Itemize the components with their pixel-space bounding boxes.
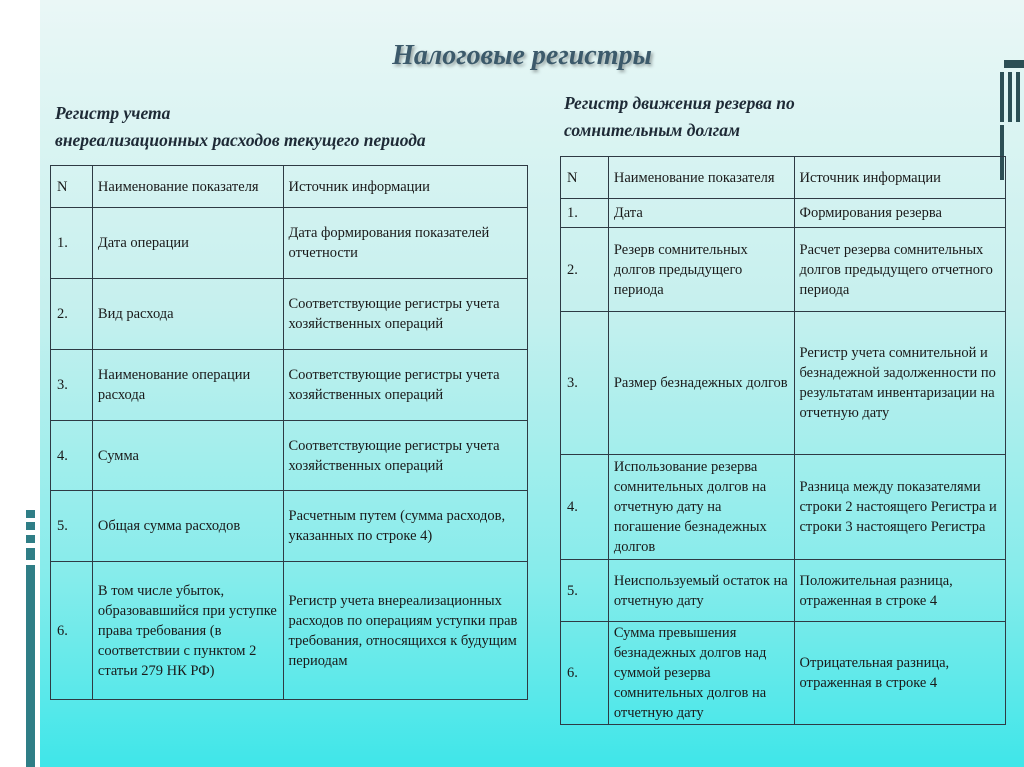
row-number: 3.	[51, 350, 93, 421]
table-row	[51, 562, 528, 700]
row-source: Расчетным путем (сумма расходов, указанных по строке 4)	[283, 491, 527, 562]
header-cell: N	[561, 157, 609, 199]
right-register-table	[560, 156, 1006, 725]
row-name: Сумма превышения безнадежных долгов над суммой резерва сомнительных долгов на отчетную дату	[608, 622, 794, 725]
row-source: Формирования резерва	[794, 199, 1006, 228]
row-name: Сумма	[92, 421, 283, 491]
table-row	[561, 622, 1006, 725]
left-subtitle-line2: внереализационных расходов текущего периода	[55, 130, 426, 150]
left-subtitle	[55, 100, 426, 154]
row-number: 3.	[561, 312, 609, 455]
table-row	[561, 199, 1006, 228]
header-cell: Наименование показателя	[608, 157, 794, 199]
row-source: Соответствующие регистры учета хозяйственных операций	[283, 421, 527, 491]
table-row	[51, 350, 528, 421]
row-number: 5.	[561, 560, 609, 622]
table-row	[561, 228, 1006, 312]
row-name: В том числе убыток, образовавшийся при уступке права требования (в соответствии с пунктом 2 статьи 279 НК РФ)	[92, 562, 283, 700]
table-row	[561, 455, 1006, 560]
row-number: 6.	[51, 562, 93, 700]
row-name: Вид расхода	[92, 279, 283, 350]
row-name: Общая сумма расходов	[92, 491, 283, 562]
right-subtitle-line2: сомнительным долгам	[564, 120, 740, 140]
right-subtitle	[564, 90, 795, 144]
table-row	[51, 208, 528, 279]
decor-bar	[26, 522, 35, 530]
table-header-row	[561, 157, 1006, 199]
decor-bar	[26, 565, 35, 767]
row-number: 1.	[561, 199, 609, 228]
row-source: Соответствующие регистры учета хозяйственных операций	[283, 279, 527, 350]
left-subtitle-line1: Регистр учета	[55, 103, 171, 123]
row-name: Неиспользуемый остаток на отчетную дату	[608, 560, 794, 622]
table-header-row	[51, 166, 528, 208]
row-name: Размер безнадежных долгов	[608, 312, 794, 455]
row-name: Дата операции	[92, 208, 283, 279]
page-title: Налоговые регистры	[392, 40, 652, 71]
decor-bar	[26, 548, 35, 560]
row-source: Регистр учета сомнительной и безнадежной задолженности по результатам инвентаризации на отчетную дату	[794, 312, 1006, 455]
decor-bar	[26, 535, 35, 543]
row-number: 2.	[51, 279, 93, 350]
table-row	[51, 491, 528, 562]
right-subtitle-line1: Регистр движения резерва по	[564, 93, 795, 113]
row-number: 4.	[51, 421, 93, 491]
row-name: Использование резерва сомнительных долгов на отчетную дату на погашение безнадежных долгов	[608, 455, 794, 560]
row-number: 6.	[561, 622, 609, 725]
row-source: Расчет резерва сомнительных долгов предыдущего отчетного периода	[794, 228, 1006, 312]
row-number: 1.	[51, 208, 93, 279]
row-source: Дата формирования показателей отчетности	[283, 208, 527, 279]
header-cell: N	[51, 166, 93, 208]
row-name: Наименование операции расхода	[92, 350, 283, 421]
row-source: Соответствующие регистры учета хозяйственных операций	[283, 350, 527, 421]
table-row	[51, 421, 528, 491]
header-cell: Наименование показателя	[92, 166, 283, 208]
row-source: Регистр учета внереализационных расходов по операциям уступки прав требования, относящихся к будущим периодам	[283, 562, 527, 700]
table-row	[51, 279, 528, 350]
decor-bar	[26, 510, 35, 518]
table-row	[561, 312, 1006, 455]
header-cell: Источник информации	[794, 157, 1006, 199]
row-source: Разница между показателями строки 2 настоящего Регистра и строки 3 настоящего Регистра	[794, 455, 1006, 560]
row-name: Дата	[608, 199, 794, 228]
header-cell: Источник информации	[283, 166, 527, 208]
row-source: Положительная разница, отраженная в строке 4	[794, 560, 1006, 622]
row-name: Резерв сомнительных долгов предыдущего периода	[608, 228, 794, 312]
row-number: 4.	[561, 455, 609, 560]
left-register-table	[50, 165, 528, 700]
row-number: 2.	[561, 228, 609, 312]
table-row	[561, 560, 1006, 622]
row-source: Отрицательная разница, отраженная в строке 4	[794, 622, 1006, 725]
row-number: 5.	[51, 491, 93, 562]
